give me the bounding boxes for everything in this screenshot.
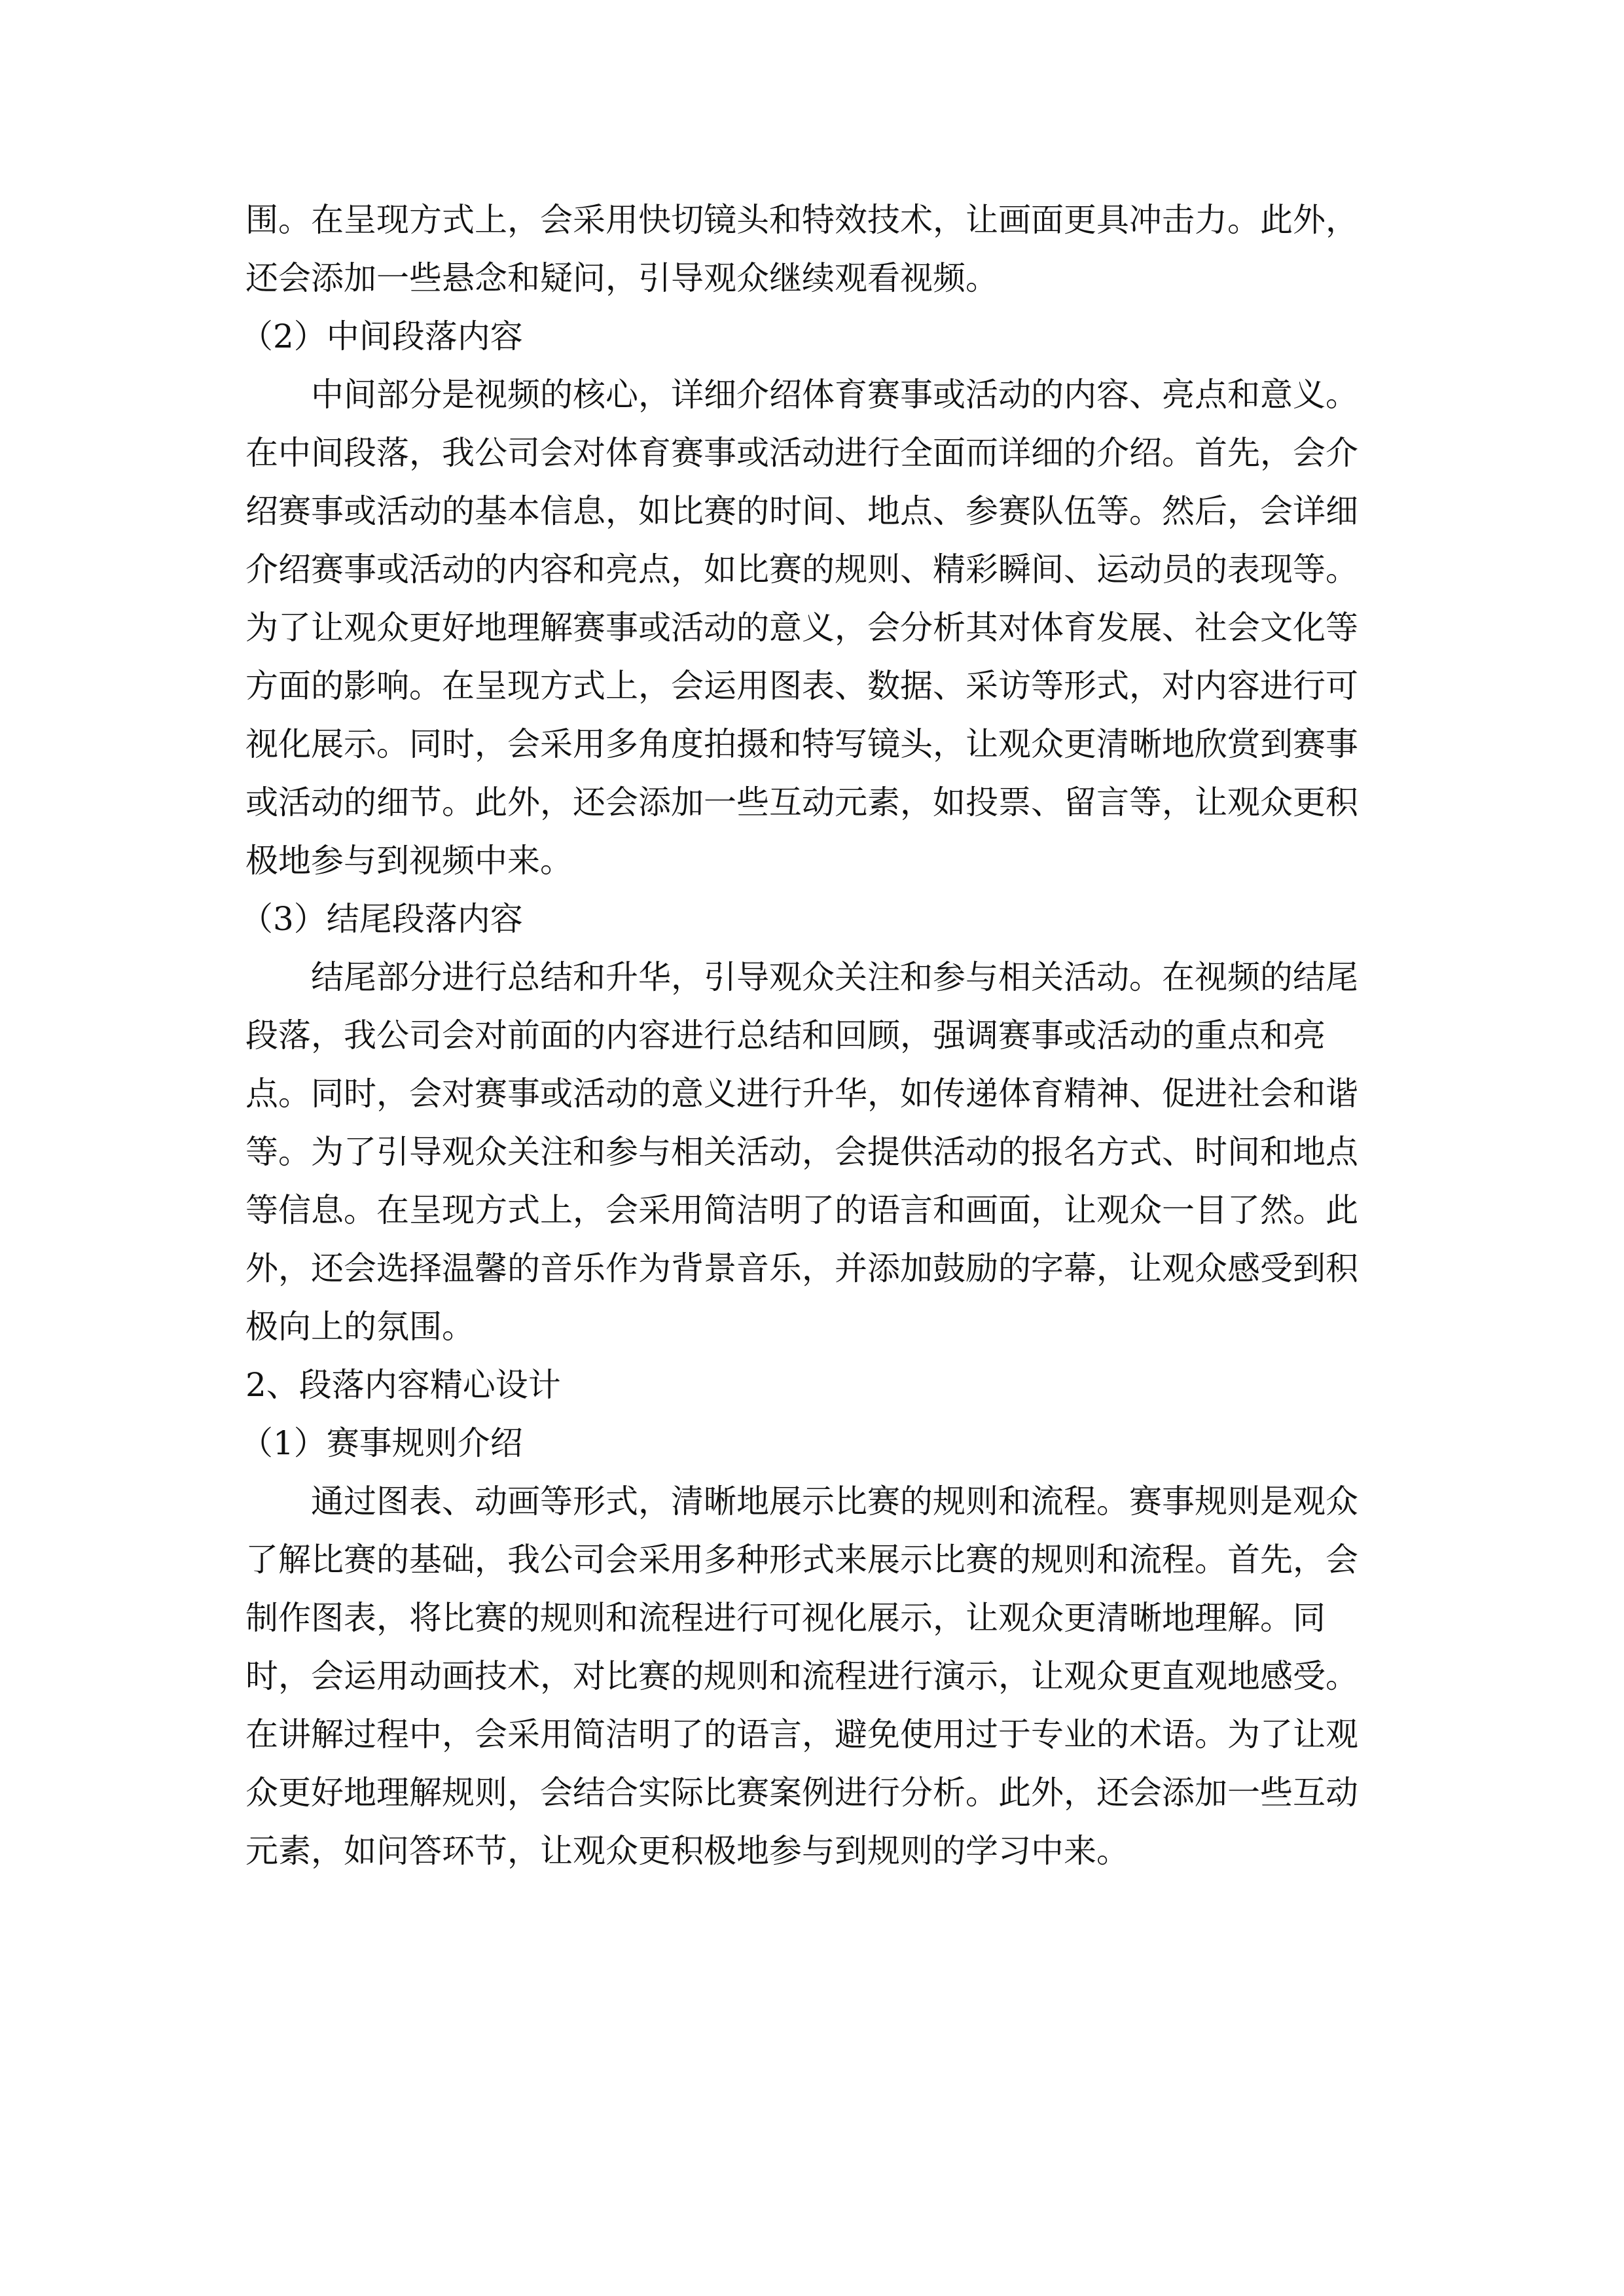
paragraph-line: 中间部分是视频的核心，详细介绍体育赛事或活动的内容、亮点和意义。 bbox=[311, 376, 1358, 414]
paragraph-line: 时，会运用动画技术，对比赛的规则和流程进行演示，让观众更直观地感受。 bbox=[245, 1657, 1358, 1695]
paragraph-line: 视化展示。同时，会采用多角度拍摄和特写镜头，让观众更清晰地欣赏到赛事 bbox=[245, 725, 1358, 763]
paragraph-line: 众更好地理解规则，会结合实际比赛案例进行分析。此外，还会添加一些互动 bbox=[245, 1774, 1358, 1812]
paragraph-line: 等信息。在呈现方式上，会采用简洁明了的语言和画面，让观众一目了然。此 bbox=[245, 1191, 1358, 1229]
section-heading-rules: （1）赛事规则介绍 bbox=[240, 1424, 523, 1462]
paragraph-line: 围。在呈现方式上，会采用快切镜头和特效技术，让画面更具冲击力。此外， bbox=[245, 201, 1358, 239]
paragraph-line: 段落，我公司会对前面的内容进行总结和回顾，强调赛事或活动的重点和亮 bbox=[245, 1016, 1326, 1054]
paragraph-line: 等。为了引导观众关注和参与相关活动，会提供活动的报名方式、时间和地点 bbox=[245, 1133, 1358, 1171]
paragraph-line: 还会添加一些悬念和疑问，引导观众继续观看视频。 bbox=[245, 259, 998, 297]
paragraph-line: 方面的影响。在呈现方式上，会运用图表、数据、采访等形式，对内容进行可 bbox=[245, 667, 1358, 705]
paragraph-line: 元素，如问答环节，让观众更积极地参与到规则的学习中来。 bbox=[245, 1832, 1129, 1870]
paragraph-line: 外，还会选择温馨的音乐作为背景音乐，并添加鼓励的字幕，让观众感受到积 bbox=[245, 1249, 1358, 1287]
section-heading-ending: （3）结尾段落内容 bbox=[240, 900, 523, 938]
paragraph-line: 介绍赛事或活动的内容和亮点，如比赛的规则、精彩瞬间、运动员的表现等。 bbox=[245, 550, 1358, 588]
paragraph-line: 制作图表，将比赛的规则和流程进行可视化展示，让观众更清晰地理解。同 bbox=[245, 1599, 1326, 1637]
paragraph-line: 通过图表、动画等形式，清晰地展示比赛的规则和流程。赛事规则是观众 bbox=[311, 1482, 1358, 1520]
paragraph-line: 了解比赛的基础，我公司会采用多种形式来展示比赛的规则和流程。首先，会 bbox=[245, 1541, 1358, 1579]
section-heading-design: 2、段落内容精心设计 bbox=[245, 1366, 561, 1404]
section-heading-middle: （2）中间段落内容 bbox=[240, 317, 523, 355]
document-body bbox=[240, 191, 1371, 1880]
paragraph-line: 或活动的细节。此外，还会添加一些互动元素，如投票、留言等，让观众更积 bbox=[245, 783, 1358, 821]
paragraph-line: 在讲解过程中，会采用简洁明了的语言，避免使用过于专业的术语。为了让观 bbox=[245, 1715, 1358, 1753]
paragraph-line: 在中间段落，我公司会对体育赛事或活动进行全面而详细的介绍。首先，会介 bbox=[245, 434, 1358, 472]
paragraph-line: 绍赛事或活动的基本信息，如比赛的时间、地点、参赛队伍等。然后，会详细 bbox=[245, 492, 1358, 530]
paragraph-line: 极地参与到视频中来。 bbox=[245, 842, 573, 880]
paragraph-line: 极向上的氛围。 bbox=[245, 1308, 475, 1346]
paragraph-line: 结尾部分进行总结和升华，引导观众关注和参与相关活动。在视频的结尾 bbox=[311, 958, 1358, 996]
paragraph-line: 为了让观众更好地理解赛事或活动的意义，会分析其对体育发展、社会文化等 bbox=[245, 609, 1358, 647]
paragraph-line: 点。同时，会对赛事或活动的意义进行升华，如传递体育精神、促进社会和谐 bbox=[245, 1075, 1358, 1113]
